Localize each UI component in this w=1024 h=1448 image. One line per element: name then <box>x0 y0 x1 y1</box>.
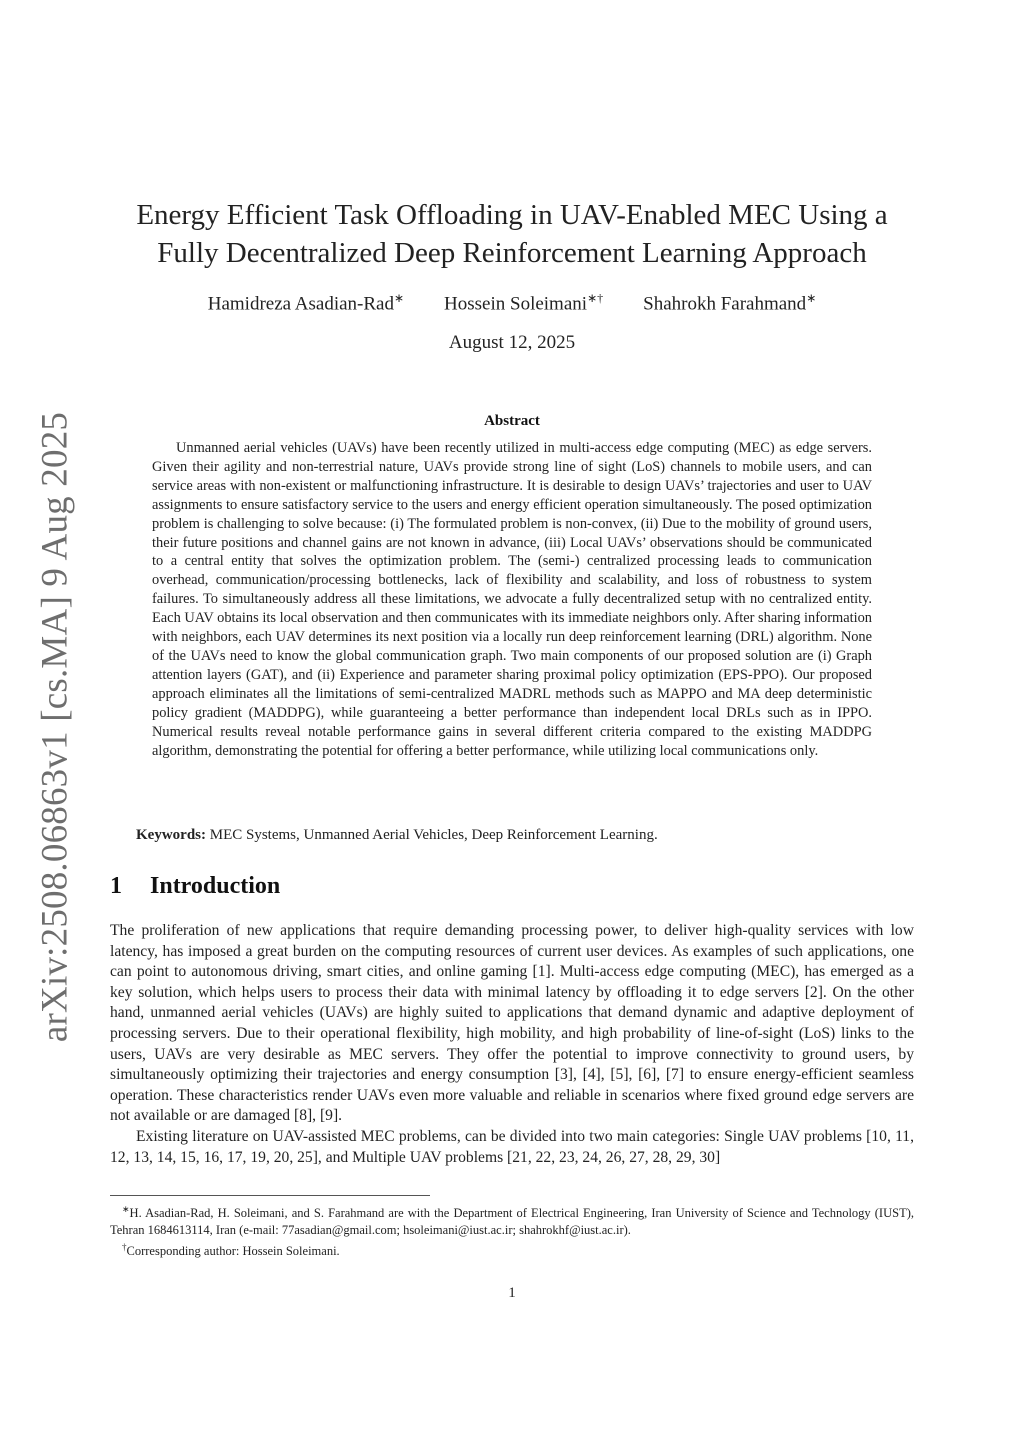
keywords-label: Keywords: <box>136 827 206 843</box>
section-heading <box>110 873 280 900</box>
author: Hamidreza Asadian-Rad∗ <box>207 291 405 315</box>
paragraph: Existing literature on UAV-assisted MEC problems, can be divided into two main categories: Single UAV problems [10, 11, 12, 13, 14, 15, 16, 17, 19, 20, 25], and Multiple UAV problems [21, 22, 23, 24, 26, 27, 28, 29, 30] <box>110 1127 914 1166</box>
footnotes <box>110 1201 914 1260</box>
publication-date: August 12, 2025 <box>448 332 576 353</box>
author: Shahrokh Farahmand∗ <box>643 291 817 315</box>
keywords-text: MEC Systems, Unmanned Aerial Vehicles, Deep Reinforcement Learning. <box>209 827 658 843</box>
abstract-body: Unmanned aerial vehicles (UAVs) have been recently utilized in multi-access edge computing (MEC) as edge servers. Given their agility and non-terrestrial nature, UAVs provide strong line of sight (LoS) channels to mobile users, and can service areas with non-existent or malfunctioning infrastructure. It is desirable to design UAVs’ trajectories and user to UAV assignments to ensure satisfactory service to the users and energy efficient operation simultaneously. The posed optimization problem is challenging to solve because: (i) The formulated problem is non-convex, (ii) Due to the mobility of ground users, their future positions and channel gains are not known in advance, (iii) Local UAVs’ observations should be communicated to a central entity that solves the optimization problem. The (semi-) centralized processing leads to communication overhead, communication/processing bottlenecks, lack of flexibility and scalability, and loss of robustness to system failures. To simultaneously address all these limitations, we advocate a fully decentralized setup with no centralized entity. Each UAV obtains its local observation and then communicates with its immediate neighbors only. After sharing information with neighbors, each UAV determines its next position via a locally run deep reinforcement learning (DRL) algorithm. None of the UAVs need to know the global communication graph. Two main components of our proposed solution are (i) Graph attention layers (GAT), and (ii) Experience and parameter sharing proximal policy optimization (EPS-PPO). Our proposed approach eliminates all the limitations of semi-centralized MADRL methods such as MAPPO and MA deep deterministic policy gradient (MADDPG), while guaranteeing a better performance than independent local DRLs such as in IPPO. Numerical results reveal notable performance gains in several different criteria compared to the existing MADDPG algorithm, demonstrating the potential for offering a better performance, while utilizing local communications only. <box>152 440 872 759</box>
title-line-1: Energy Efficient Task Offloading in UAV-Enabled MEC Using a <box>136 199 888 231</box>
paragraph: The proliferation of new applications that require demanding processing power, to deliver high-quality services with low latency, has imposed a great burden on the computing resources of current user devices. As examples of such applications, one can point to autonomous driving, smart cities, and online gaming [1]. Multi-access edge computing (MEC), has emerged as a key solution, which helps users to process their data with minimal latency by offloading it to edge servers [2]. On the other hand, unmanned aerial vehicles (UAVs) are highly suited to applications that demand dynamic and adaptive deployment of processing servers. Due to their operational flexibility, high mobility, and high probability of line-of-sight (LoS) links to the users, UAVs are very desirable as MEC servers. They offer the potential to improve connectivity to ground users, by simultaneously optimizing their trajectories and energy consumption [3], [4], [5], [6], [7] to ensure energy-efficient seamless operation. These characteristics render UAVs even more valuable and reliable in scenarios where fixed ground edge servers are not available or are damaged [8], [9]. <box>110 922 914 1125</box>
footnote-divider <box>110 1195 430 1196</box>
keywords <box>136 827 916 844</box>
abstract-heading: Abstract <box>484 413 540 429</box>
footnote: ∗H. Asadian-Rad, H. Soleimani, and S. Farahmand are with the Department of Electrical Engineering, Iran University of Science and Technology (IUST), Tehran 1684613114, Iran (e-mail: 77asadian@gmail.com; hsoleimani@iust.ac.ir; shahrokhf@iust.ac.ir). <box>110 1204 914 1238</box>
footnote: †Corresponding author: Hossein Soleimani. <box>122 1242 340 1259</box>
author: Hossein Soleimani∗† <box>444 291 604 315</box>
page-number: 1 <box>508 1285 516 1301</box>
title-line-2: Fully Decentralized Deep Reinforcement Learning Approach <box>157 237 867 269</box>
introduction-body <box>110 921 914 1168</box>
section-title: Introduction <box>150 873 281 899</box>
arxiv-identifier: arXiv:2508.06863v1 [cs.MA] 9 Aug 2025 <box>34 411 76 1043</box>
paper-title <box>110 196 914 272</box>
author-list <box>110 291 914 315</box>
section-number: 1 <box>110 873 122 899</box>
